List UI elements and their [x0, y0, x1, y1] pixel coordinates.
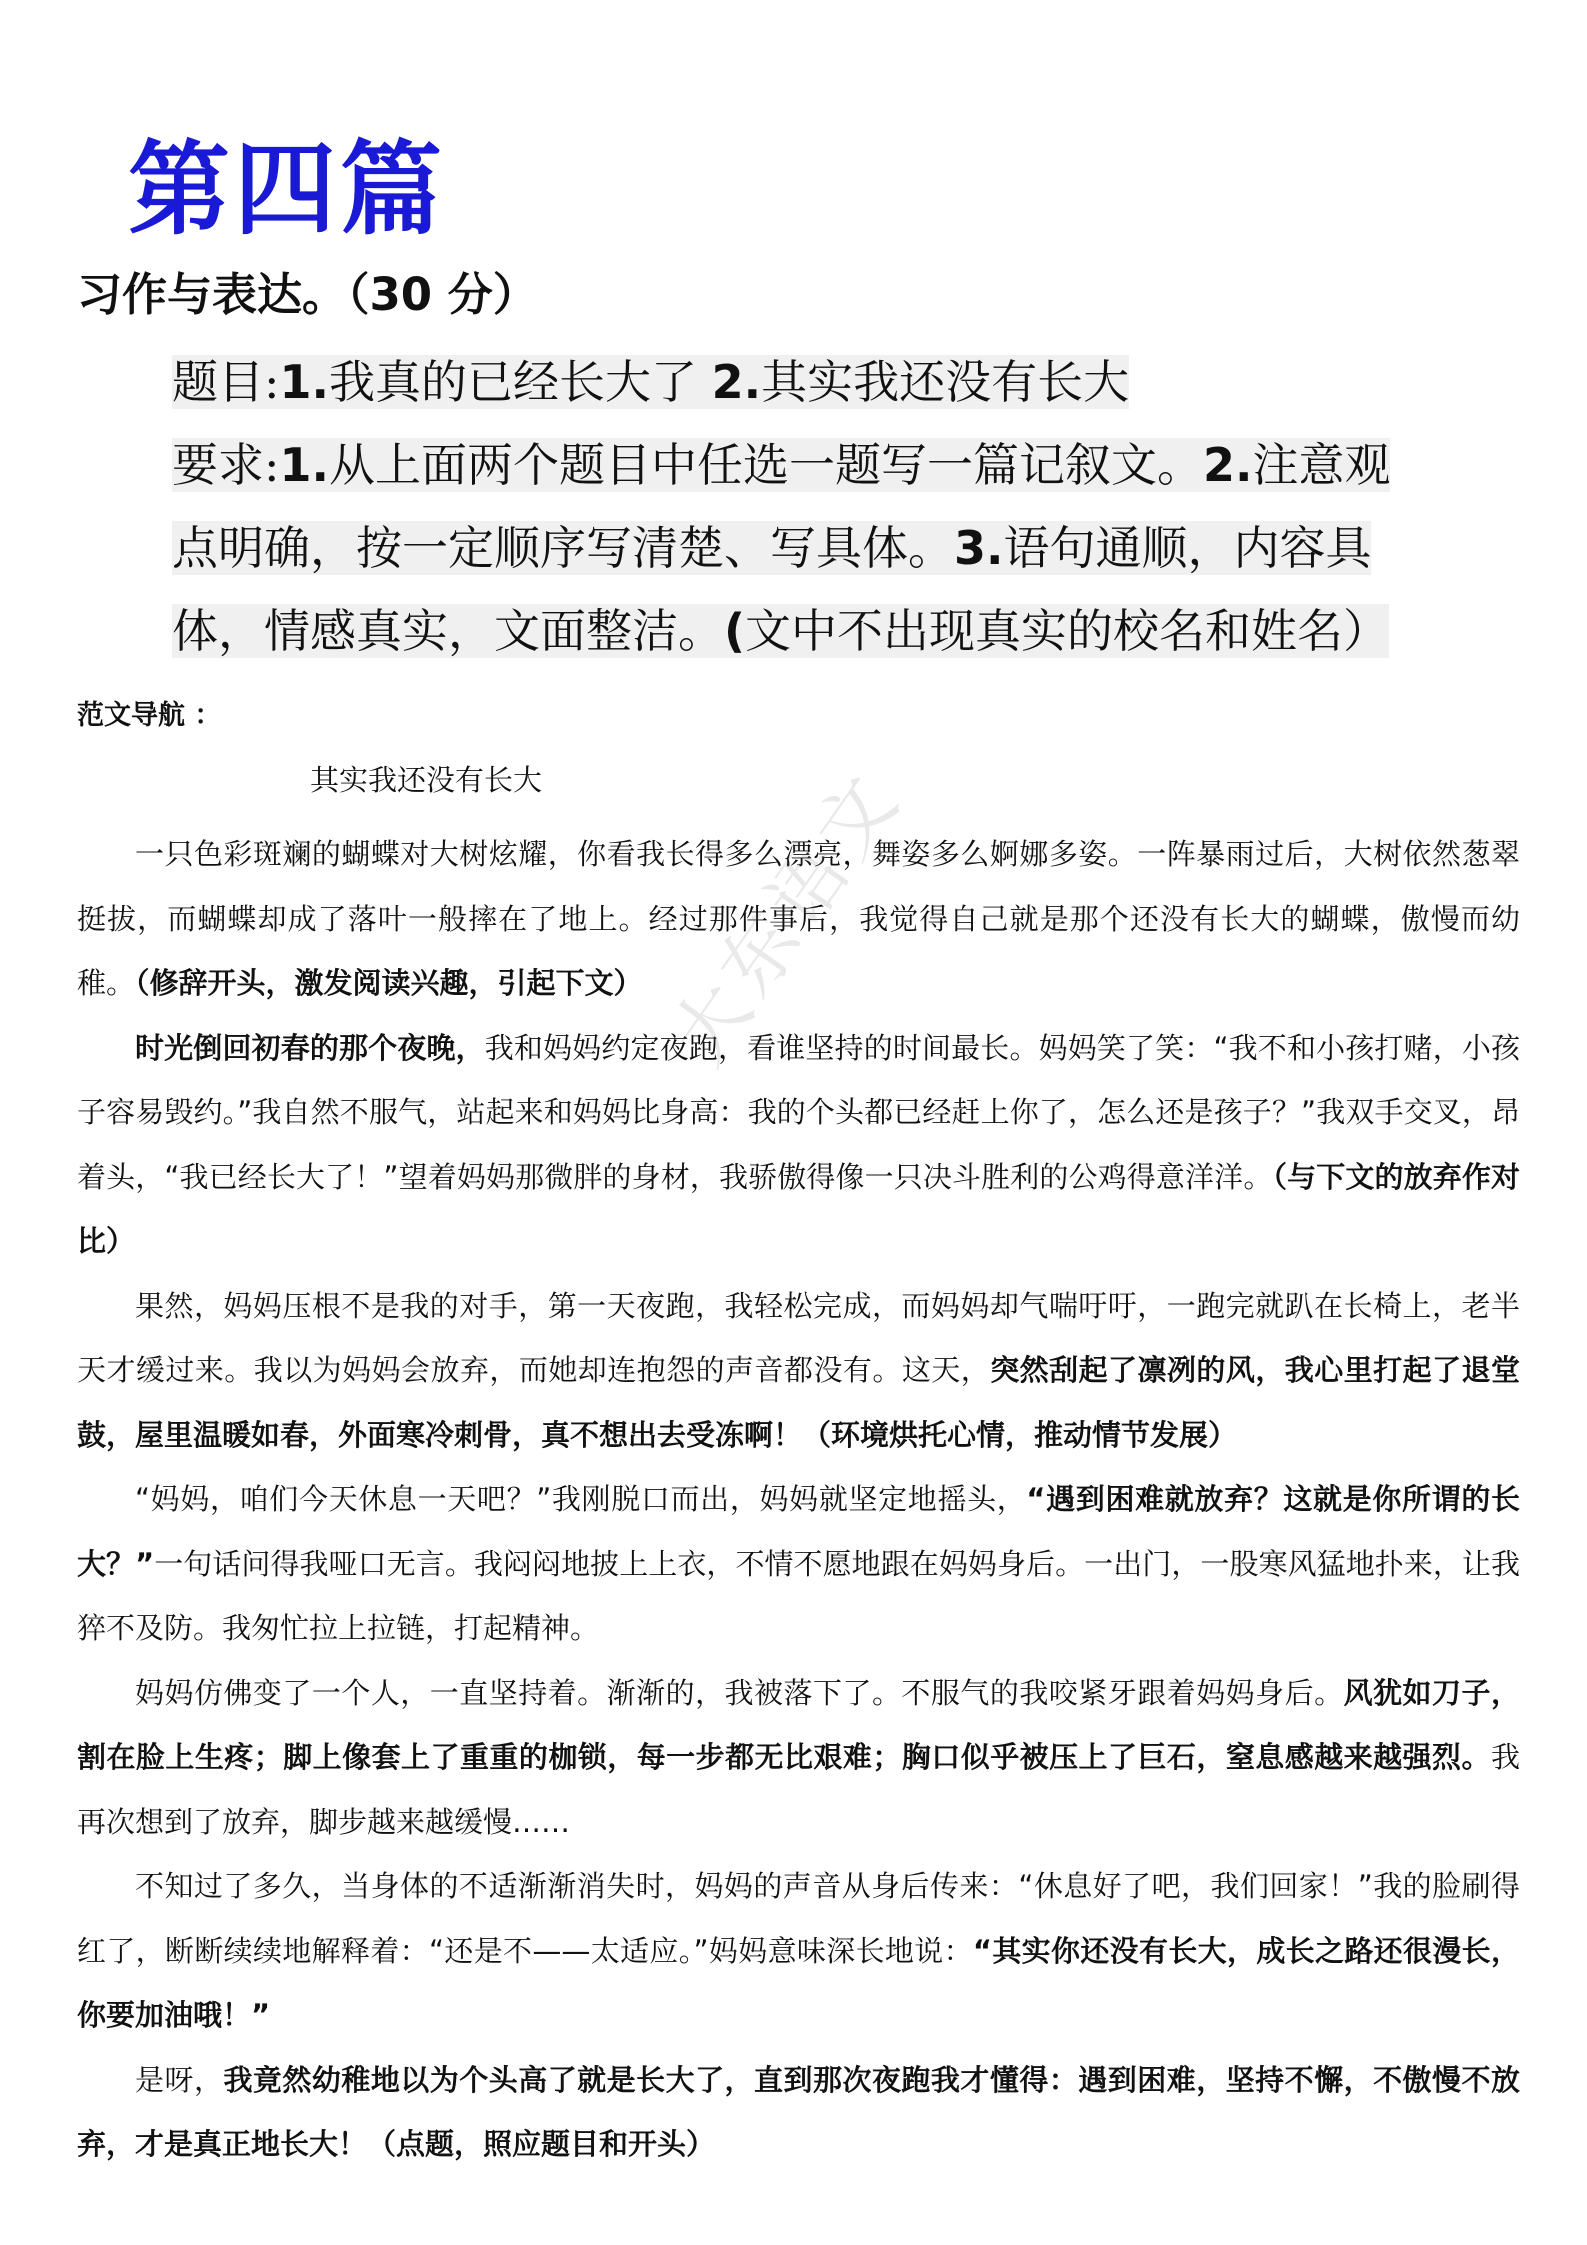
p4-rest: 一句话问得我哑口无言。我闷闷地披上上衣，不情不愿地跟在妈妈身后。一出门，一股寒风猛地扑来，让我猝不及防。我匆忙拉上拉链，打起精神。	[77, 1546, 1520, 1645]
requirement-3-number: 3.	[954, 521, 1004, 575]
p7-annotation: （点题，照应题目和开头）	[367, 2127, 716, 2161]
watermark: 大东语文	[653, 753, 919, 1081]
essay-body	[77, 822, 1520, 2177]
requirement-note: 文中不出现真实的校名和姓名）	[745, 604, 1390, 658]
p6-bold: “其实你还没有长大，成长之路还很漫长，你要加油哦！”	[77, 1933, 1520, 2032]
p2-bold: 时光倒回初春的那个夜晚，	[135, 1030, 485, 1065]
p5-rest: 我再次想到了放弃，脚步越来越缓慢……	[77, 1740, 1520, 1839]
p4-text: “妈妈，咱们今天休息一天吧？”我刚脱口而出，妈妈就坚定地摇头，	[135, 1482, 1027, 1516]
requirement-1-number: 1.	[279, 438, 329, 492]
p1-text: 一只色彩斑斓的蝴蝶对大树炫耀，你看我长得多么漂亮，舞姿多么婀娜多姿。一阵暴雨过后，大树依然葱翠挺拔，而蝴蝶却成了落叶一般摔在了地上。经过那件事后，我觉得自己就是那个还没有长大的蝴蝶，傲慢而幼稚。	[77, 837, 1520, 1000]
p3-bold: 突然刮起了凛冽的风，我心里打起了退堂鼓，屋里温暖如春，外面寒冷刺骨，真不想出去受冻啊！	[77, 1353, 1520, 1452]
p2-annotation: （与下文的放弃作对比）	[77, 1159, 1520, 1258]
essay-paragraph-7	[77, 2048, 1520, 2177]
requirement-line-1	[172, 433, 1432, 497]
essay-paragraph-6	[77, 1854, 1520, 2048]
topic-label: 题目:	[172, 355, 280, 409]
requirement-paren: (	[724, 604, 746, 658]
requirement-label: 要求:	[172, 438, 280, 492]
essay-paragraph-5	[77, 1661, 1520, 1855]
requirement-3-text-a: 语句通顺，内容具	[1003, 521, 1372, 575]
topic-1-text: 我真的已经长大了	[328, 355, 712, 409]
topic-2-number: 2.	[711, 355, 762, 409]
p5-text: 妈妈仿佛变了一个人，一直坚持着。渐渐的，我被落下了。不服气的我咬紧牙跟着妈妈身后。	[135, 1675, 1344, 1710]
writing-requirements	[172, 433, 1432, 682]
requirement-1-text: 从上面两个题目中任选一题写一篇记叙文。	[328, 438, 1203, 492]
essay-title: 其实我还没有长大	[310, 763, 543, 797]
p3-text: 果然，妈妈压根不是我的对手，第一天夜跑，我轻松完成，而妈妈却气喘吁吁，一跑完就趴在长椅上，老半天才缓过来。我以为妈妈会放弃，而她却连抱怨的声音都没有。这天，	[77, 1288, 1520, 1387]
model-essay-label: 范文导航 ：	[77, 700, 222, 731]
requirement-line-2	[172, 516, 1432, 580]
section-heading: 习作与表达。（30 分）	[77, 268, 538, 321]
topic-line	[172, 355, 1129, 409]
topic-2-text: 其实我还没有长大	[761, 355, 1130, 409]
p3-annotation: （环境烘托心情，推动情节发展）	[802, 1417, 1238, 1452]
p4-bold: “遇到困难就放弃？这就是你所谓的长大？”	[77, 1482, 1520, 1581]
writing-topic	[172, 350, 1432, 414]
p6-text: 不知过了多久，当身体的不适渐渐消失时，妈妈的声音从身后传来：“休息好了吧，我们回家！”我的脸刷得红了，断断续续地解释着：“还是不——太适应。”妈妈意味深长地说：	[77, 1869, 1520, 1968]
topic-1-number: 1.	[279, 355, 329, 409]
requirement-line-3	[172, 599, 1432, 663]
p7-text: 是呀，	[135, 2062, 224, 2097]
p1-annotation: （修辞开头，激发阅读兴趣，引起下文）	[135, 966, 643, 1000]
chapter-title: 第四篇	[128, 131, 446, 250]
essay-paragraph-4	[77, 1467, 1520, 1661]
essay-paragraph-2	[77, 1016, 1520, 1274]
p7-bold: 我竟然幼稚地以为个头高了就是长大了，直到那次夜跑我才懂得：遇到困难，坚持不懈，不傲慢不放弃，才是真正地长大！	[77, 2062, 1520, 2161]
requirement-3-text-b: 体，情感真实，文面整洁。	[172, 604, 724, 658]
essay-paragraph-3	[77, 1274, 1520, 1468]
requirement-2-number: 2.	[1202, 438, 1253, 492]
requirement-2-text-a: 注意观	[1252, 438, 1391, 492]
p5-bold: 风犹如刀子，割在脸上生疼；脚上像套上了重重的枷锁，每一步都无比艰难；胸口似乎被压上了巨石，窒息感越来越强烈。	[77, 1675, 1520, 1774]
p2-text: 我和妈妈约定夜跑，看谁坚持的时间最长。妈妈笑了笑：“我不和小孩打赌，小孩子容易毁约。”我自然不服气，站起来和妈妈比身高：我的个头都已经赶上你了，怎么还是孩子？”我双手交叉，昂着头，“我已经长大了！”望着妈妈那微胖的身材，我骄傲得像一只决斗胜利的公鸡得意洋洋。	[77, 1030, 1520, 1194]
requirement-2-text-b: 点明确，按一定顺序写清楚、写具体。	[172, 521, 954, 575]
